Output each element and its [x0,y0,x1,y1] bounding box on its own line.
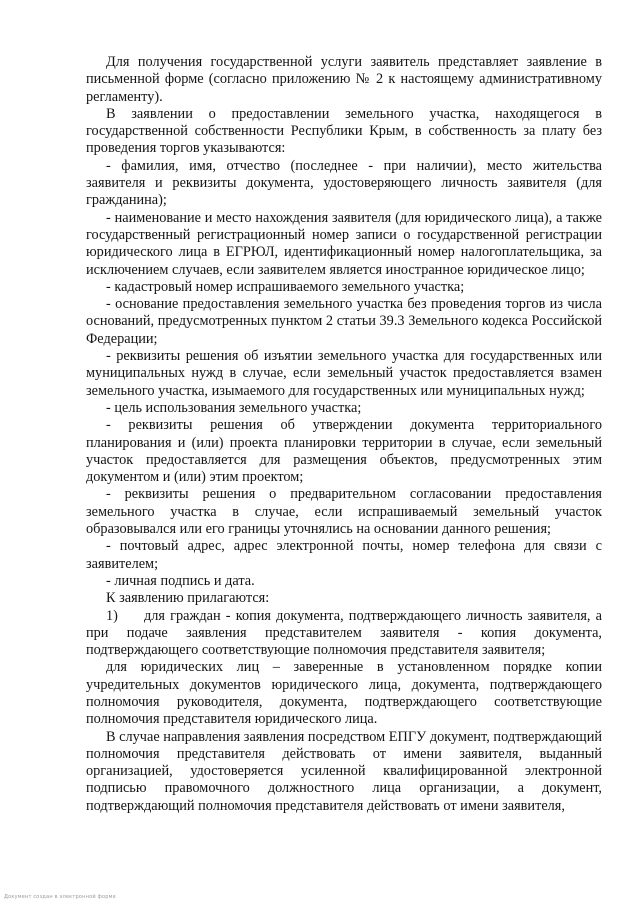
paragraph-application-contents: В заявлении о предоставлении земельного участка, находящегося в государственной собственности Республики Крым, в собственность за плату без проведения торгов указываются: [86,105,602,157]
list-item-grounds: - основание предоставления земельного участка без проведения торгов из числа оснований, предусмотренных пунктом 2 статьи 39.3 Земельного кодекса Российской Федерации; [86,296,602,347]
list-item-contacts: - почтовый адрес, адрес электронной почты, номер телефона для связи с заявителем; [86,538,602,572]
numbered-item-citizens [86,608,602,660]
document-page [86,54,602,815]
paragraph-epgu: В случае направления заявления посредством ЕПГУ документ, подтверждающий полномочия представителя действовать от имени заявителя, выданный организацией, удостоверяется усиленной квалифицированной электронной подписью правомочного должностного лица организации, а документ, подтверждающий полномочия представителя действовать от имени заявителя, [86,728,602,814]
list-item-preliminary-approval: - реквизиты решения о предварительном согласовании предоставления земельного участка в случае, если испрашиваемый земельный участок образовывался или его границы уточнялись на основании данного решения; [86,486,602,538]
list-item-purpose: - цель использования земельного участка; [106,399,362,416]
paragraph-attachments-heading: К заявлению прилагаются: [106,590,270,607]
list-item-citizen-name: - фамилия, имя, отчество (последнее - при наличии), место жительства заявителя и реквизиты документа, удостоверяющего личность заявителя (для гражданина); [86,157,602,209]
list-item-planning-decision: - реквизиты решения об утверждении документа территориального планирования и (или) проекта планировки территории в случае, если земельный участок предоставляется для размещения объектов, предусмотренных этим документом и (или) этим проектом; [86,417,602,486]
list-item-legal-entity: - наименование и место нахождения заявителя (для юридического лица), а также государственный регистрационный номер записи о государственной регистрации юридического лица в ЕГРЮЛ, идентификационный номер налогоплательщика, за исключением случаев, если заявителем является иностранное юридическое лицо; [86,209,602,278]
list-item-seizure-decision: - реквизиты решения об изъятии земельного участка для государственных или муниципальных нужд в случае, если земельный участок предоставляется взамен земельного участка, изымаемого для государственных или муниципальных нужд; [86,348,602,399]
list-item-cadastral-number: - кадастровый номер испрашиваемого земельного участка; [106,278,465,295]
item-number: 1) [106,607,118,624]
footer-watermark: Документ создан в электронной форме [4,894,116,900]
paragraph-intro: Для получения государственной услуги заявитель представляет заявление в письменной форме (согласно приложению № 2 к настоящему административному регламенту). [86,54,602,105]
list-item-signature: - личная подпись и дата. [106,572,255,589]
item-text: для граждан - копия документа, подтверждающего личность заявителя, а при подаче заявления представителем заявителя - копия документа, подтверждающего соответствующие полномочия представителя заявителя; [86,607,602,659]
paragraph-legal-entities: для юридических лиц – заверенные в установленном порядке копии учредительных документов юридического лица, документа, подтверждающего полномочия руководителя, документа, подтверждающего соответствующие полномочия представителя юридического лица. [86,659,602,728]
